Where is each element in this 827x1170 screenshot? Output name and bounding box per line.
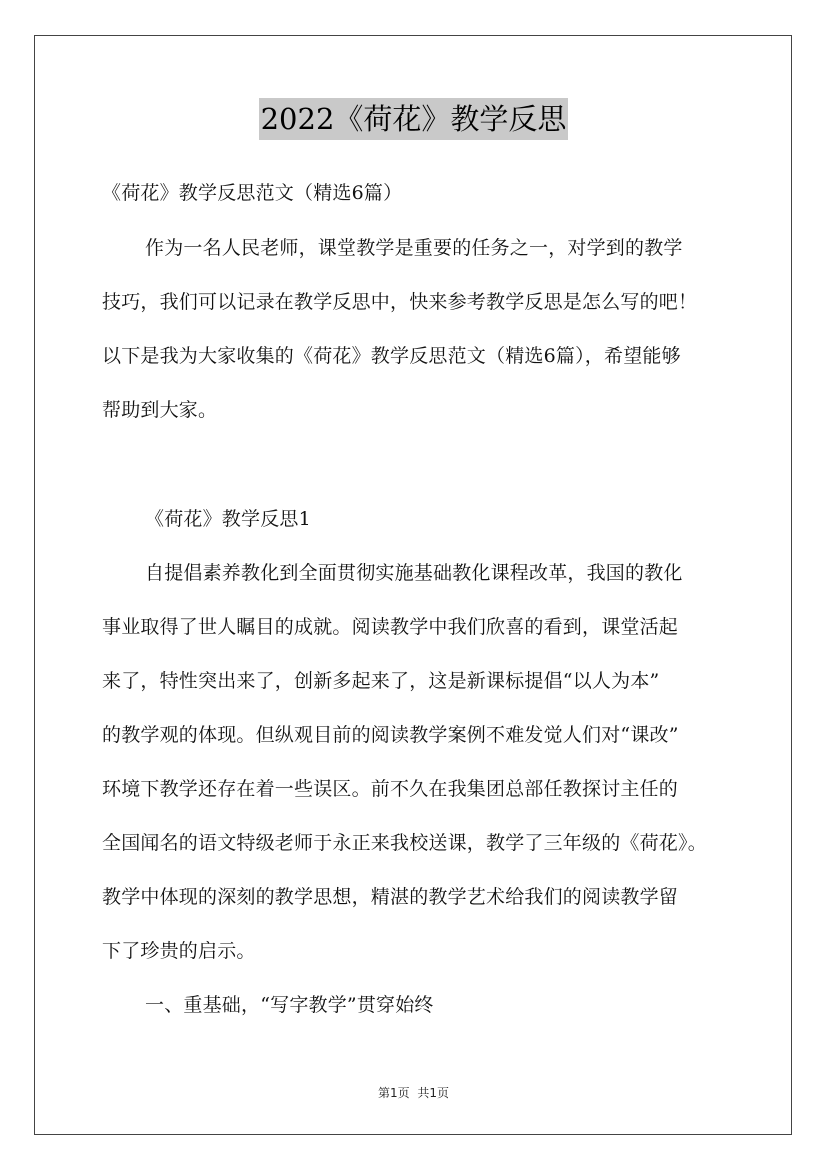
- body-line: 教学中体现的深刻的教学思想，精湛的教学艺术给我们的阅读教学留: [102, 886, 679, 908]
- intro-line: 作为一名人民老师，课堂教学是重要的任务之一，对学到的教学: [145, 237, 683, 259]
- body-line: 的教学观的体现。但纵观目前的阅读教学案例不难发觉人们对“课改”: [102, 724, 679, 746]
- document-subtitle: 《荷花》教学反思范文（精选6篇）: [102, 182, 403, 204]
- page-footer: [0, 1084, 827, 1101]
- body-line: 下了珍贵的启示。: [102, 940, 256, 962]
- title-container: [0, 98, 827, 140]
- page-number: 第1页: [377, 1086, 410, 1100]
- body-line: 事业取得了世人瞩目的成就。阅读教学中我们欣喜的看到，课堂活起: [102, 616, 679, 638]
- intro-line: 技巧，我们可以记录在教学反思中，快来参考教学反思是怎么写的吧！: [102, 291, 698, 313]
- body-line: 来了，特性突出来了，创新多起来了，这是新课标提倡“以人为本”: [102, 670, 660, 692]
- section-heading: 《荷花》教学反思1: [145, 508, 311, 530]
- body-line: 自提倡素养教化到全面贯彻实施基础教化课程改革，我国的教化: [145, 562, 683, 584]
- page-total: 共1页: [417, 1086, 450, 1100]
- intro-line: 以下是我为大家收集的《荷花》教学反思范文（精选6篇），希望能够: [102, 345, 681, 367]
- intro-line: 帮助到大家。: [102, 399, 218, 421]
- document-title: 2022《荷花》教学反思: [259, 98, 569, 140]
- body-line: 全国闻名的语文特级老师于永正来我校送课，教学了三年级的《荷花》。: [102, 832, 707, 854]
- body-line: 环境下教学还存在着一些误区。前不久在我集团总部任教探讨主任的: [102, 778, 679, 800]
- point-heading: 一、重基础，“写字教学”贯穿始终: [145, 994, 434, 1016]
